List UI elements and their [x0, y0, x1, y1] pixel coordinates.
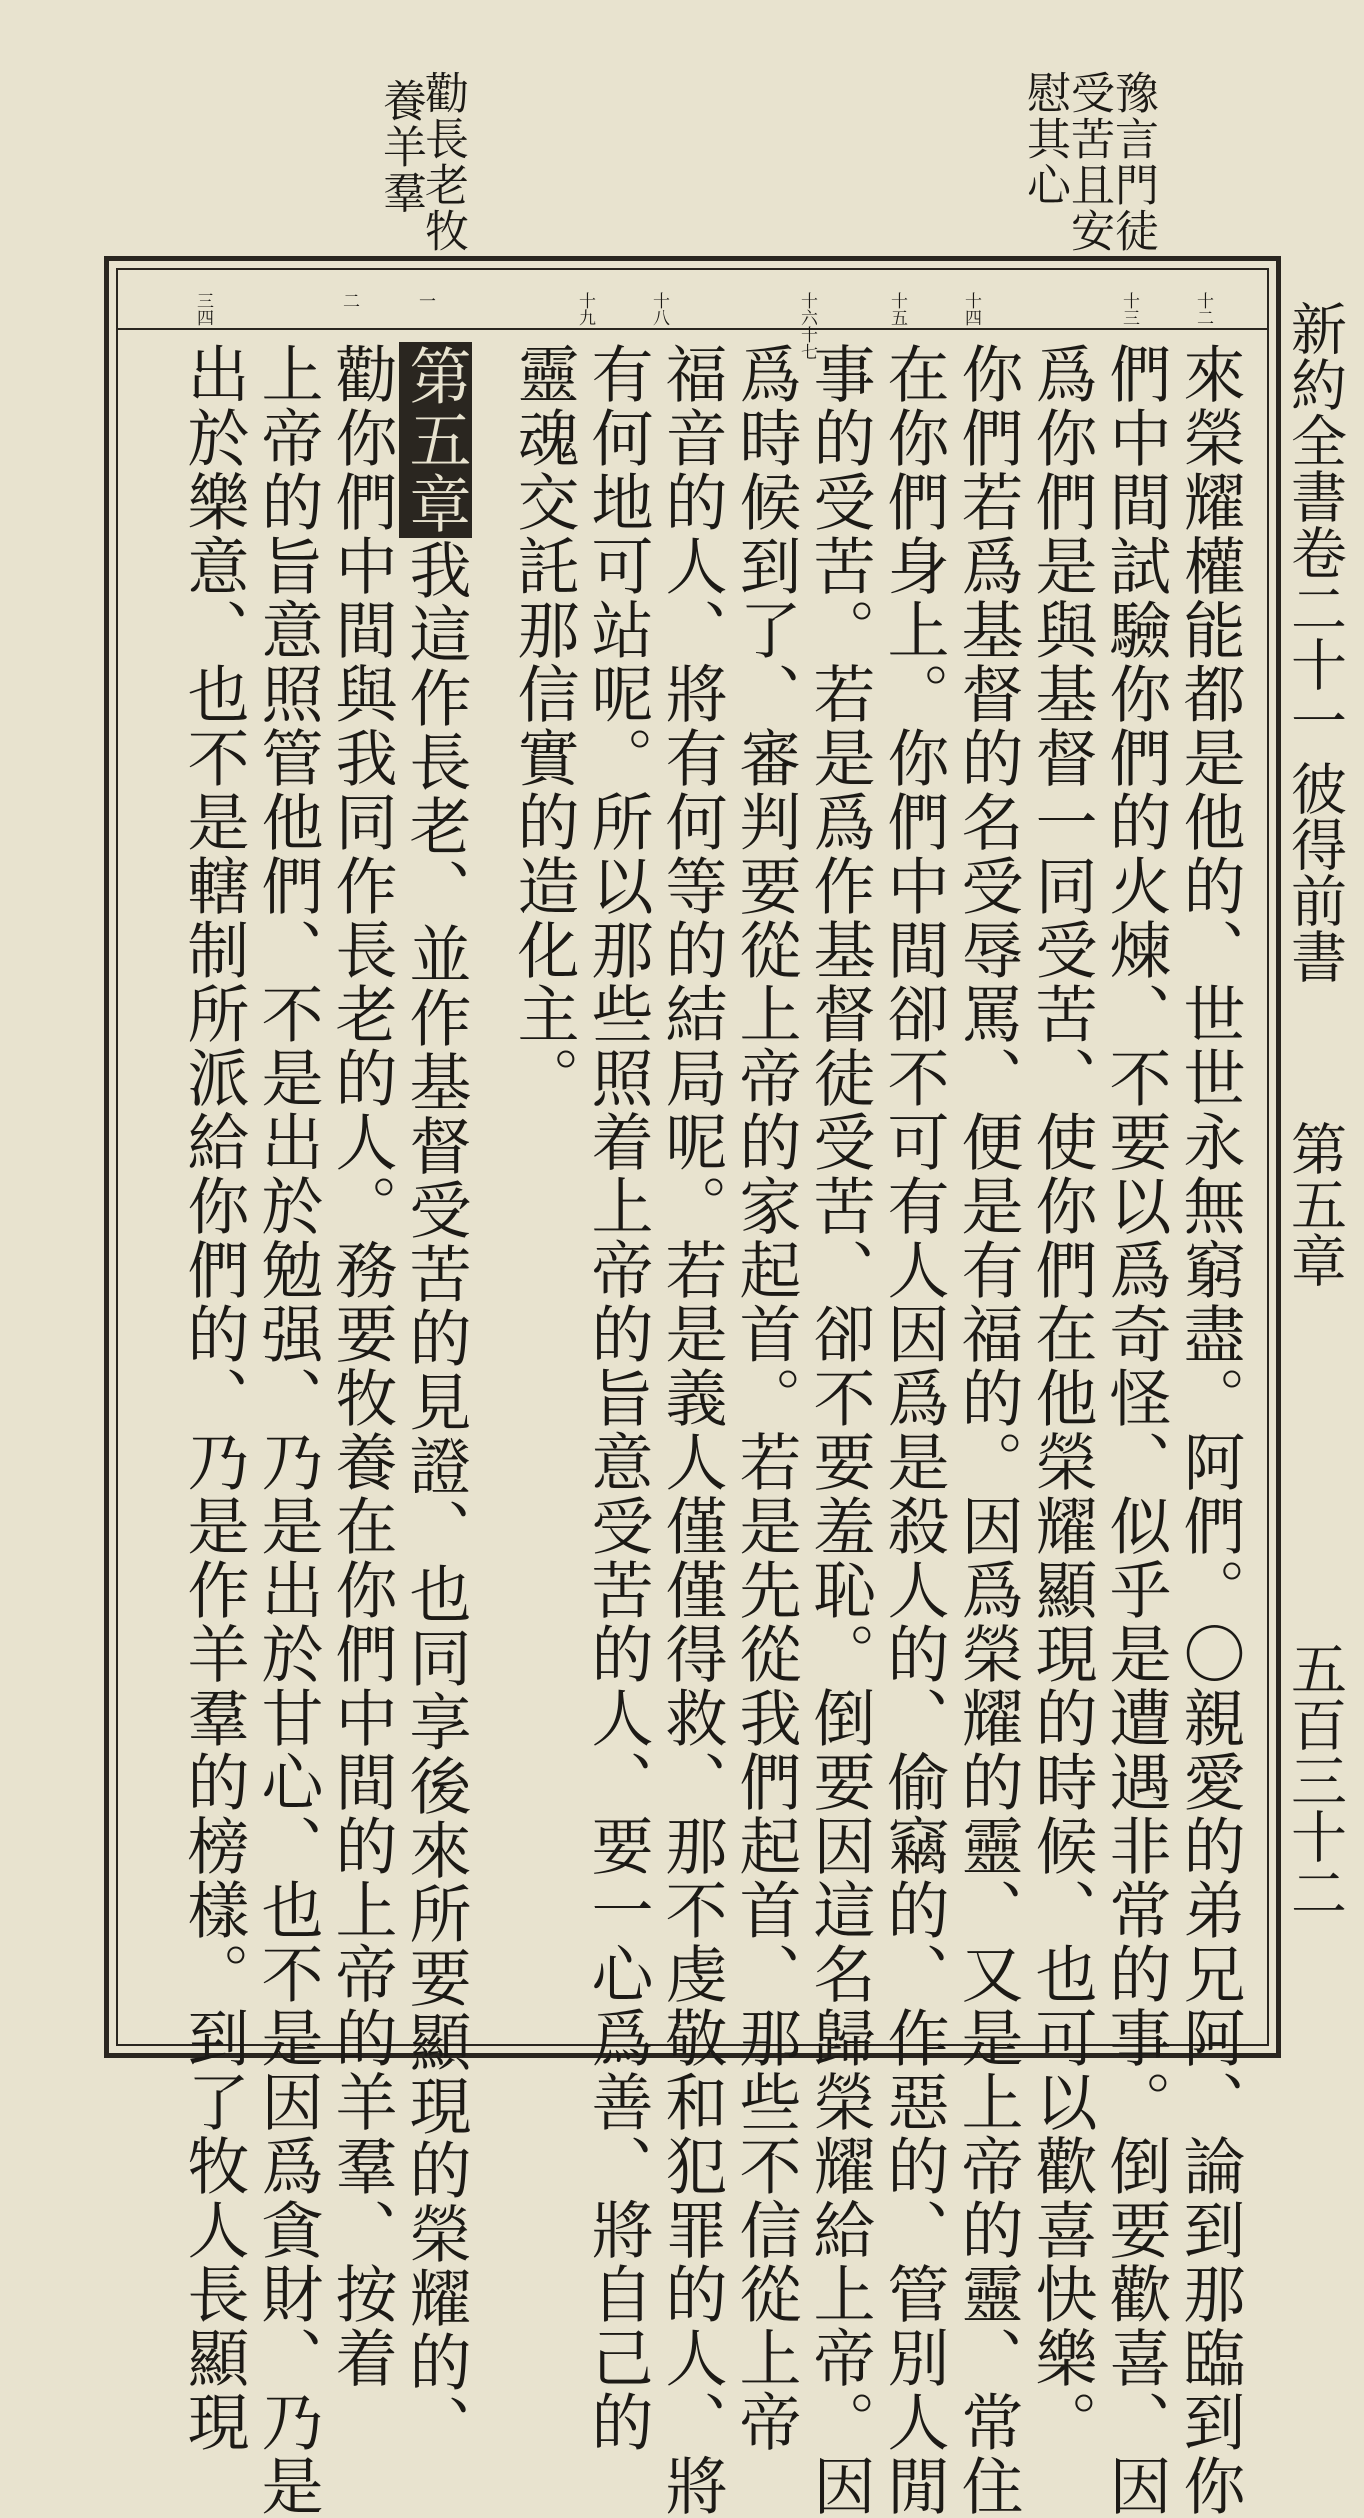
text-column: 在你們身上。你們中間卻不可有人因爲是殺人的、偷竊的、作惡的、管別人閒	[877, 342, 950, 2518]
verse-number: 三四	[193, 292, 213, 326]
margin-note: 養羊羣	[375, 78, 426, 216]
book-title: 新約全書卷二十一	[1282, 300, 1347, 748]
text-column: 我這作長老、並作基督受苦的見證、也同享後來所要顯現的榮耀的、	[399, 538, 472, 2458]
verse-number: 二	[339, 292, 359, 309]
text-column: 出於樂意、也不是轄制所派給你們的、乃是作羊羣的榜樣。到了牧人長顯現	[177, 342, 250, 2454]
chapter-heading: 第五章	[1282, 1120, 1347, 1288]
verse-number: 十八	[649, 292, 669, 326]
text-column: 事的受苦。若是爲作基督徒受苦、卻不要羞恥。倒要因這名歸榮耀給上帝。因	[803, 342, 876, 2518]
verse-number: 十九	[575, 292, 595, 326]
text-column-chapter-start	[399, 342, 472, 2458]
margin-note: 慰其心	[1019, 70, 1070, 208]
verse-number: 十六十七	[797, 292, 817, 360]
verse-number: 十四	[961, 292, 981, 326]
text-column: 勸你們中間與我同作長老的人。務要牧養在你們中間的上帝的羊羣、按着	[325, 342, 398, 2390]
text-column: 們中間試驗你們的火煉、不要以爲奇怪、似乎是遭遇非常的事。倒要歡喜、因	[1099, 342, 1172, 2518]
page-number: 五百三十二	[1282, 1640, 1347, 1920]
text-column: 上帝的旨意照管他們、不是出於勉强、乃是出於甘心、也不是因爲貪財、乃是	[251, 342, 324, 2518]
verse-number-rule	[118, 328, 1268, 330]
margin-note: 勸長老牧	[417, 70, 468, 254]
text-column: 有何地可站呢。所以那些照着上帝的旨意受苦的人、要一心爲善、將自己的	[581, 342, 654, 2454]
text-column: 爲時候到了、審判要從上帝的家起首。若是先從我們起首、那些不信從上帝	[729, 342, 802, 2454]
verse-number: 十三	[1119, 292, 1139, 326]
margin-note: 受苦且安	[1063, 70, 1114, 254]
text-column: 福音的人、將有何等的結局呢。若是義人僅僅得救、那不虔敬和犯罪的人、將	[655, 342, 728, 2518]
text-column: 來榮耀權能都是他的、世世永無窮盡。阿們。〇親愛的弟兄阿、論到那臨到你	[1173, 342, 1246, 2518]
text-column: 靈魂交託那信實的造化主。	[507, 342, 580, 1110]
book-name: 彼得前書	[1282, 760, 1347, 984]
text-column: 你們若爲基督的名受辱罵、便是有福的。因爲榮耀的靈、又是上帝的靈、常住	[951, 342, 1024, 2518]
margin-note: 豫言門徒	[1107, 70, 1158, 254]
chapter-marker: 第五章	[399, 344, 472, 536]
verse-number: 一	[415, 292, 435, 309]
verse-number: 十二	[1193, 292, 1213, 326]
verse-number: 十五	[887, 292, 907, 326]
text-column: 爲你們是與基督一同受苦、使你們在他榮耀顯現的時候、也可以歡喜快樂。	[1025, 342, 1098, 2454]
